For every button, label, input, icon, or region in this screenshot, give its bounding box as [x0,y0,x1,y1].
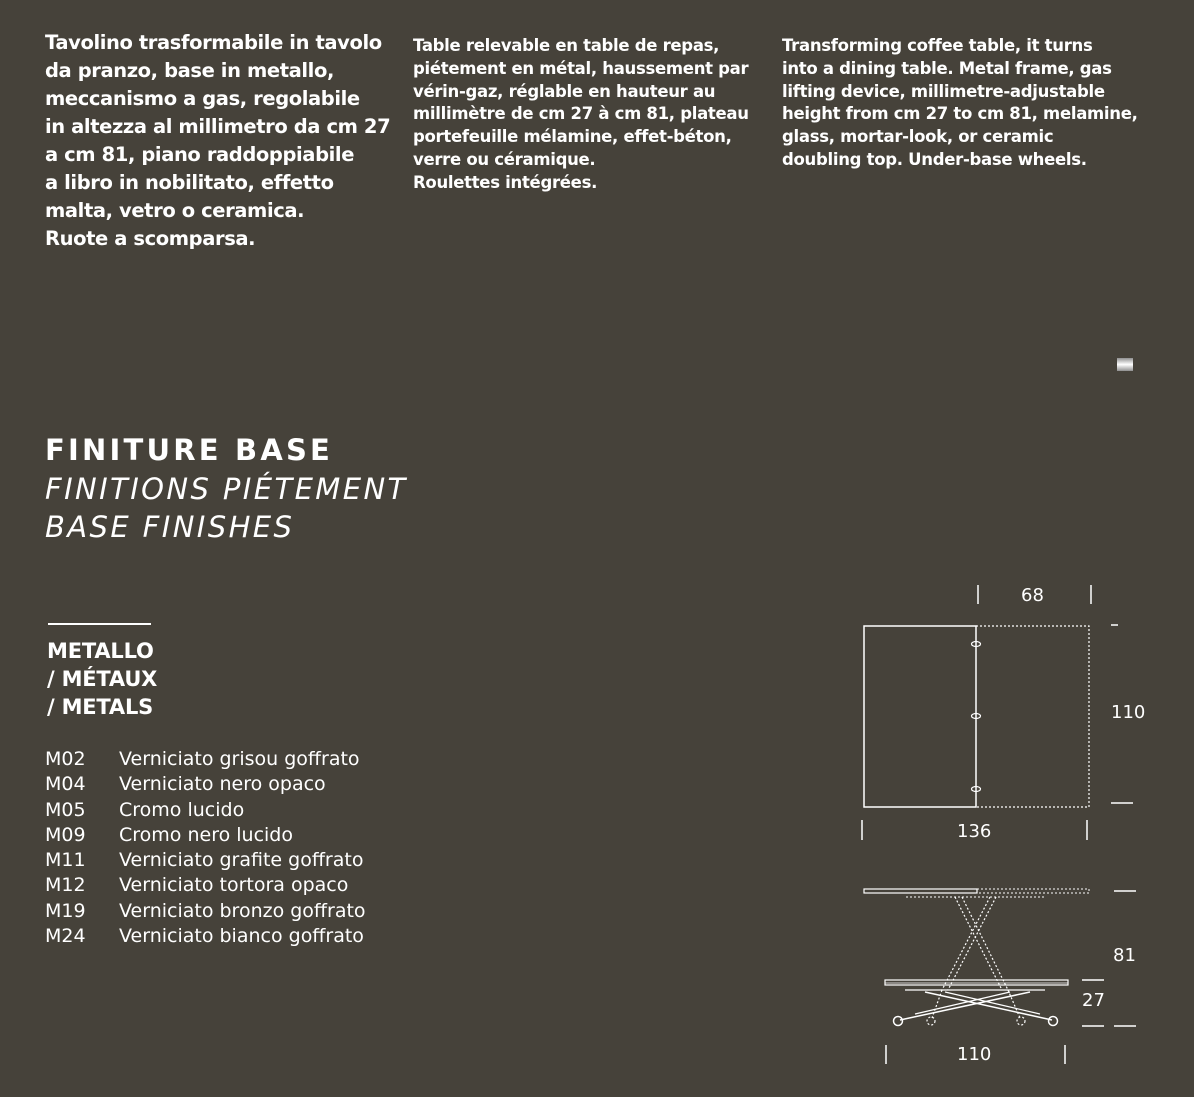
dimension-label: 110 [1111,702,1146,723]
section-title-french: FINITIONS PIÉTEMENT [45,472,408,506]
finish-code: M11 [45,849,86,872]
finish-code: M09 [45,823,86,846]
finish-name: Cromo lucido [119,798,245,821]
finish-name: Verniciato nero opaco [119,773,326,796]
dimension-label: 110 [957,1044,992,1065]
section-title-italian: FINITURE BASE [45,433,334,467]
finish-code: M05 [45,798,86,821]
finish-name: Cromo nero lucido [119,823,293,846]
material-label-english: / METALS [47,695,154,719]
material-label-italian: METALLO [47,639,154,663]
description-italian: Tavolino trasformabile in tavolo da pranzo, base in metallo, meccanismo a gas, regolabile in altezza al millimetro da cm 27 a cm 81, piano raddoppiabile a libro in nobilitato, effetto malta, vetro o ceramica. Ruote a scomparsa. [45,31,391,250]
finish-code: M24 [45,925,86,948]
finish-name: Verniciato tortora opaco [119,874,349,897]
finish-code: M19 [45,899,86,922]
dimension-label: 68 [1021,585,1044,606]
finish-name: Verniciato grafite goffrato [119,849,364,872]
finish-name: Verniciato bronzo goffrato [119,899,366,922]
finish-code: M04 [45,773,86,796]
material-label-french: / MÉTAUX [47,667,158,691]
dimension-label: 81 [1113,945,1136,966]
finish-code: M02 [45,748,86,770]
section-title-english: BASE FINISHES [45,510,295,544]
description-french: Table relevable en table de repas, piétement en métal, haussement par vérin-gaz, réglable en hauteur au millimètre de cm 27 à cm 81, plateau portefeuille mélamine, effet-béton, verre ou céramique. Roulettes intégrées. [413,36,749,192]
finish-name: Verniciato grisou goffrato [119,748,360,770]
dimension-label: 136 [957,821,992,842]
top-view-drawing [862,585,1133,840]
finish-name: Verniciato bianco goffrato [119,925,364,948]
finish-code: M12 [45,874,86,897]
description-english: Transforming coffee table, it turns into a dining table. Metal frame, gas lifting device, millimetre-adjustable height from cm 27 to cm 81, melamine, glass, mortar-look, or ceramic doubling top. Under-base wheels. [782,36,1138,169]
side-view-drawing [864,889,1136,1064]
dimension-label: 27 [1082,990,1105,1011]
